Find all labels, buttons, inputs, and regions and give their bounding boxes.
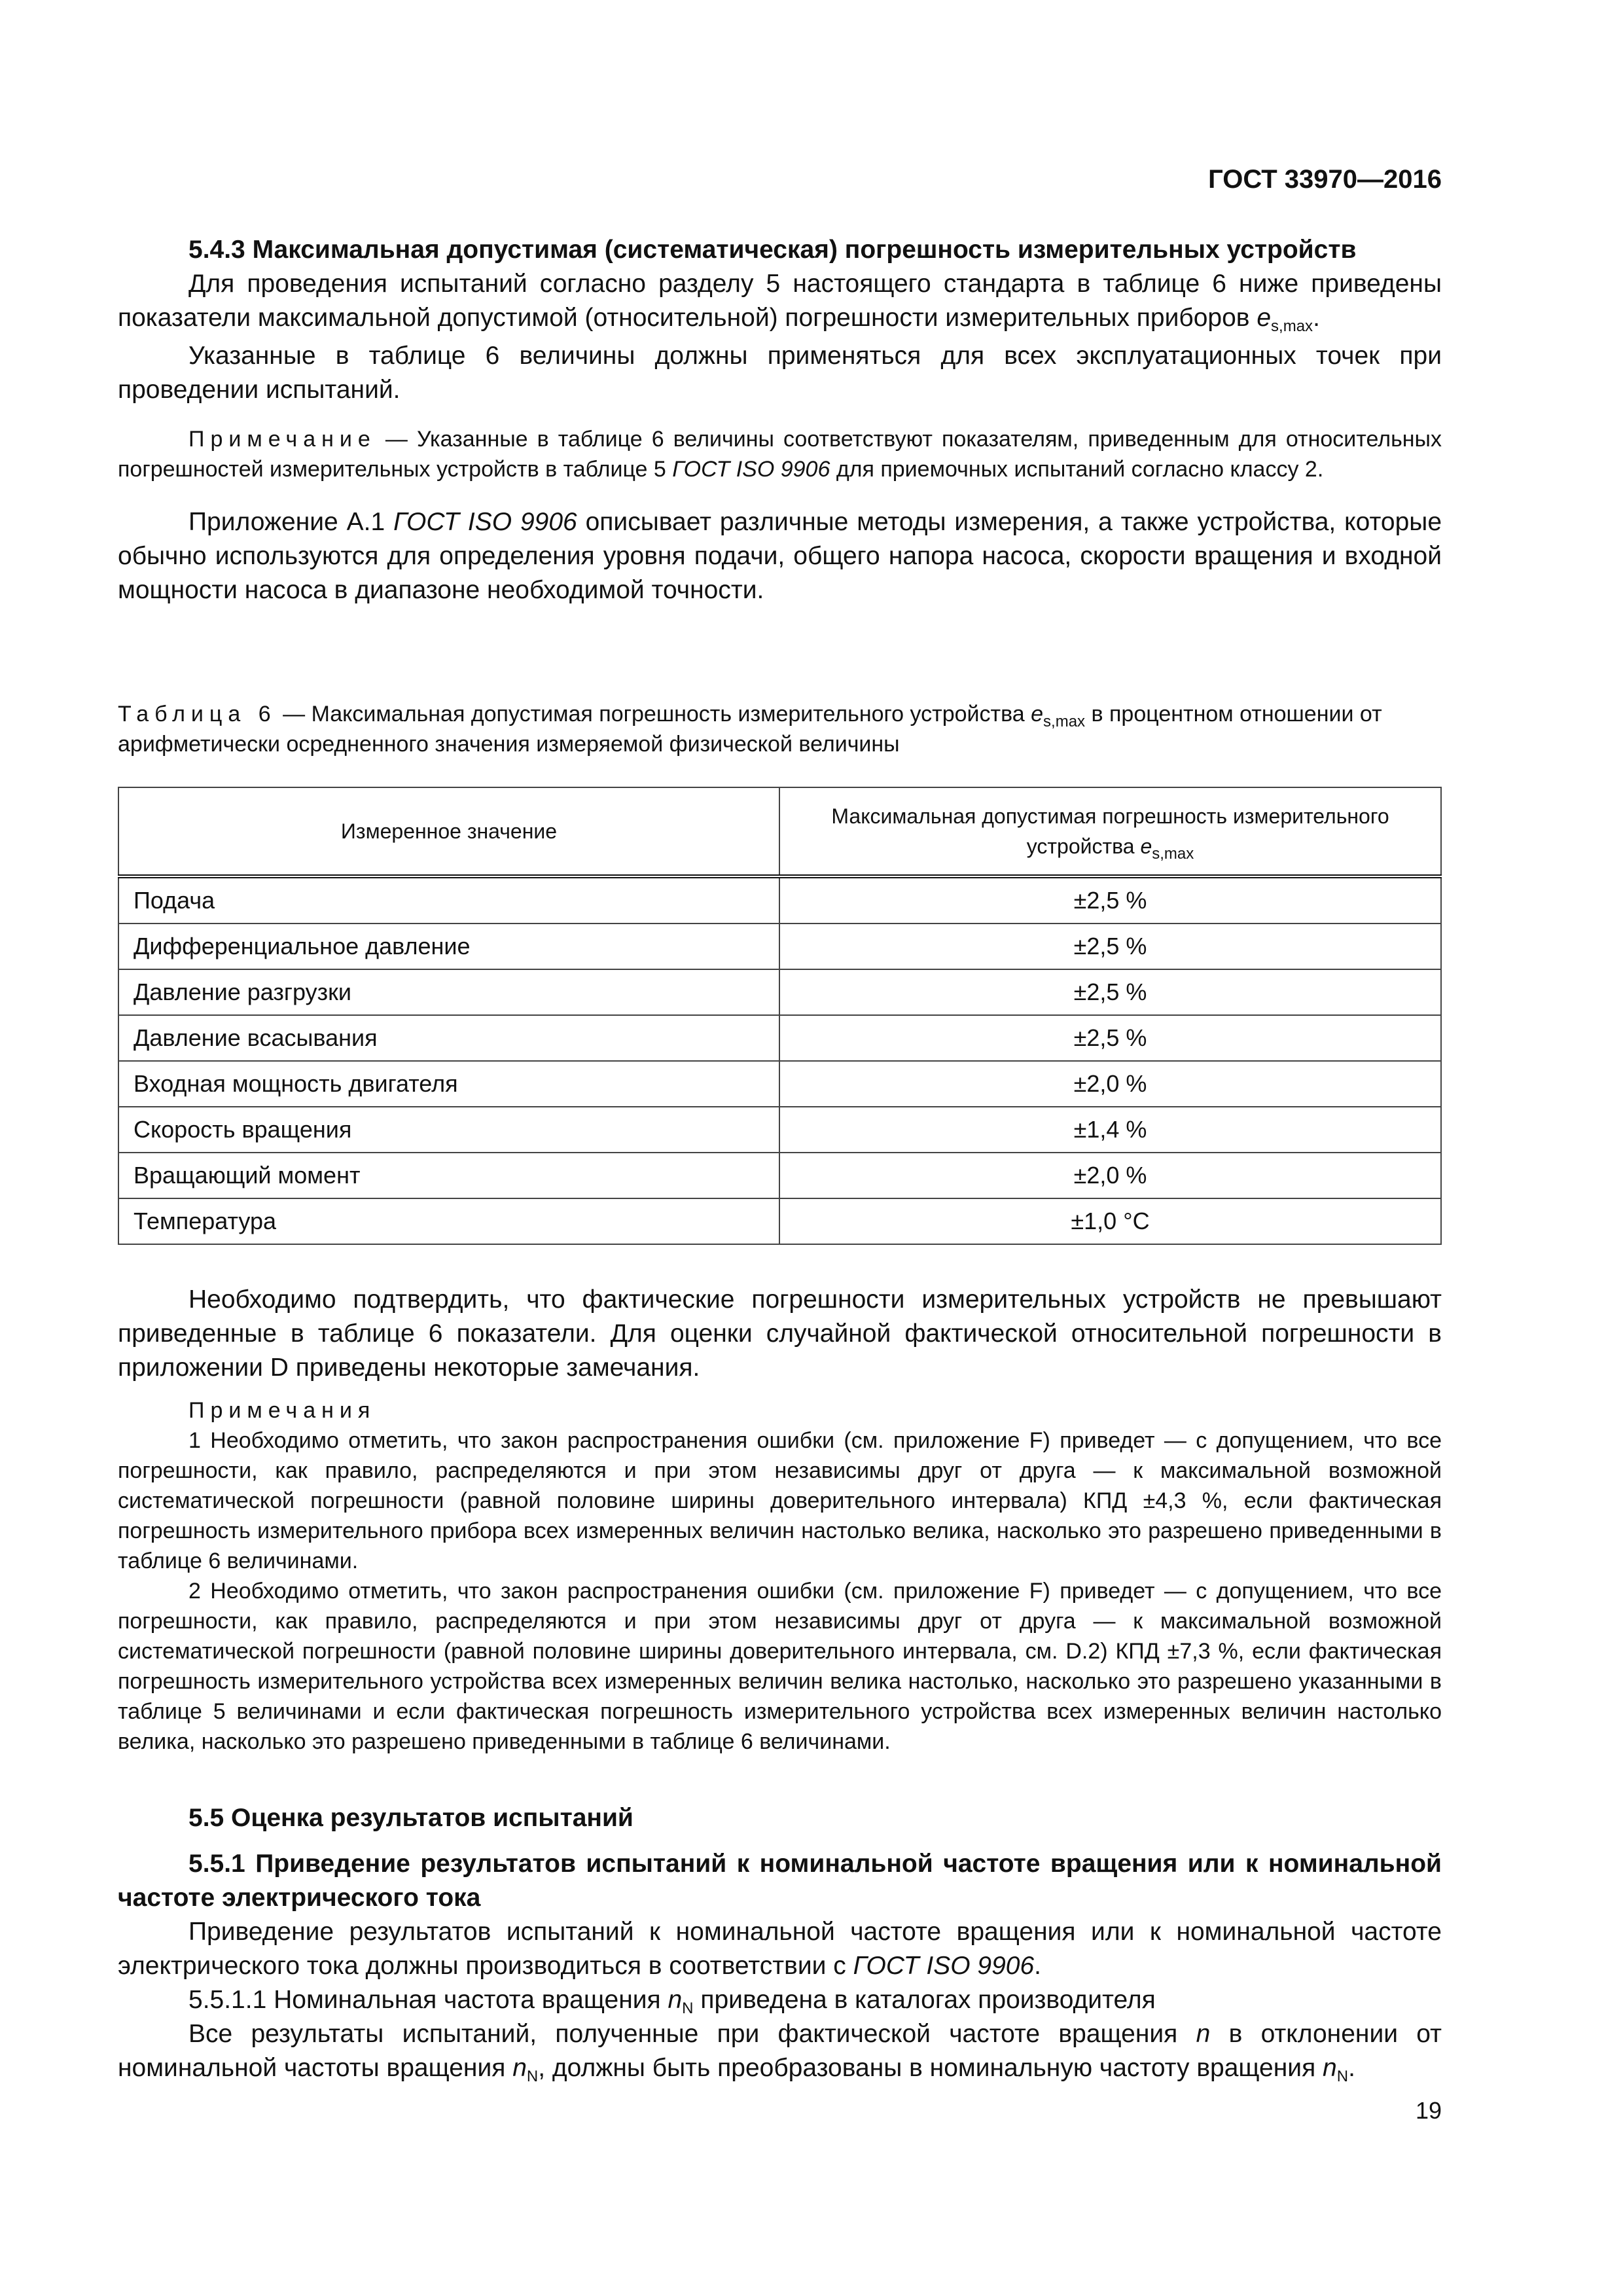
table-caption <box>118 699 1442 759</box>
paragraph: Необходимо подтвердить, что фактические погрешности измерительных устройств не превышают приведенные в таблице 6 показатели. Для оценки случайной фактической относительной погрешности в приложении D приведены некоторые замечания. <box>118 1285 1442 1382</box>
measured-quantity: Дифференциальное давление <box>118 924 779 969</box>
table-row <box>118 876 1441 924</box>
subscript: s,max <box>1152 845 1194 863</box>
text: — Указанные в таблице 6 величины соответствуют показателям, приведенным для относительных погрешностей измерительных устройств в таблице 5 <box>118 427 1442 482</box>
measured-quantity: Входная мощность двигателя <box>118 1061 779 1107</box>
table-row <box>118 1107 1441 1153</box>
measured-quantity: Давление разгрузки <box>118 969 779 1015</box>
subscript: s,max <box>1043 713 1086 730</box>
max-error-value: ±2,0 % <box>779 1061 1441 1107</box>
variable: n <box>668 1986 683 2014</box>
column-header: Измеренное значение <box>118 787 779 876</box>
text: Для проведения испытаний согласно разделу 5 настоящего стандарта в таблице 6 ниже приведены показатели максимальной допустимой (относительной) погрешности измерительных приборов <box>118 270 1442 332</box>
paragraph <box>118 267 1442 335</box>
variable: e <box>1140 834 1152 858</box>
subsection-heading: 5.5.1 Приведение результатов испытаний к номинальной частоте вращения или к номинальной частоте электрического тока <box>118 1850 1442 1912</box>
max-error-value: ±2,5 % <box>779 924 1441 969</box>
text: описывает различные методы измерения, а также устройства, которые обычно используются для определения уровня подачи, общего напора насоса, скорости вращения и входной мощности насоса в диапазоне необходимой точности. <box>118 508 1442 604</box>
text: — Максимальная допустимая погрешность измерительного устройства <box>276 702 1031 726</box>
variable: n <box>512 2054 527 2082</box>
post-table-text <box>118 1283 1442 1757</box>
max-error-value: ±2,5 % <box>779 1015 1441 1061</box>
table-row <box>118 969 1441 1015</box>
variable: n <box>1196 2020 1211 2048</box>
caption-label: Таблица 6 <box>118 702 277 726</box>
section-5-4-3 <box>118 233 1442 607</box>
max-error-value: ±1,4 % <box>779 1107 1441 1153</box>
measured-quantity: Вращающий момент <box>118 1153 779 1198</box>
measured-quantity: Скорость вращения <box>118 1107 779 1153</box>
section-heading: 5.4.3 Максимальная допустимая (систематическая) погрешность измерительных устройств <box>188 236 1357 264</box>
text: . <box>1348 2054 1355 2082</box>
text: 5.5.1.1 Номинальная частота вращения <box>188 1986 668 2014</box>
section-5-5 <box>118 1801 1442 2085</box>
paragraph <box>118 2017 1442 2085</box>
text: Все результаты испытаний, полученные при фактической частоте вращения <box>188 2020 1196 2048</box>
variable: e <box>1031 702 1044 726</box>
max-error-value: ±1,0 °C <box>779 1198 1441 1244</box>
variable: e <box>1257 304 1272 332</box>
table-row <box>118 1015 1441 1061</box>
measured-quantity: Температура <box>118 1198 779 1244</box>
table-row <box>118 924 1441 969</box>
measured-quantity: Подача <box>118 876 779 924</box>
reference: ГОСТ ISO 9906 <box>853 1952 1035 1980</box>
text: . <box>1313 304 1320 332</box>
paragraph <box>118 505 1442 607</box>
paragraph <box>118 1983 1442 2017</box>
text: Максимальная допустимая погрешность измерительного устройства <box>831 804 1389 858</box>
column-header <box>779 787 1441 876</box>
table-section <box>118 699 1442 1245</box>
subscript: N <box>526 2068 539 2085</box>
text: . <box>1034 1952 1041 1980</box>
subscript: N <box>682 2000 694 2017</box>
text: , должны быть преобразованы в номинальную частоту вращения <box>538 2054 1323 2082</box>
section-heading: 5.5 Оценка результатов испытаний <box>188 1804 633 1832</box>
page-number: 19 <box>1415 2097 1442 2124</box>
table-row <box>118 1198 1441 1244</box>
text: в процентном отношении от арифметически осредненного значения измеряемой физической величины <box>118 702 1382 757</box>
subscript: s,max <box>1271 317 1313 335</box>
document-id: ГОСТ 33970—2016 <box>1208 165 1442 194</box>
text: для приемочных испытаний согласно классу 2. <box>830 457 1324 482</box>
variable: n <box>1323 2054 1337 2082</box>
paragraph <box>118 1915 1442 1983</box>
error-table <box>118 787 1442 1245</box>
reference: ГОСТ ISO 9906 <box>393 508 577 536</box>
note <box>118 424 1442 484</box>
subscript: N <box>1336 2068 1349 2085</box>
notes-label: Примечания <box>188 1398 376 1423</box>
max-error-value: ±2,5 % <box>779 876 1441 924</box>
note-label: Примечание <box>188 427 376 452</box>
text: Приведение результатов испытаний к номинальной частоте вращения или к номинальной частоте электрического тока должны производиться в соответствии с <box>118 1918 1442 1980</box>
text: приведена в каталогах производителя <box>693 1986 1156 2014</box>
note: 1 Необходимо отметить, что закон распространения ошибки (см. приложение F) приведет — с допущением, что все погрешности, как правило, распределяются и при этом независимы друг от друга — к максимальной возможной систематической погрешности (равной половине ширины доверительного интервала) КПД ±4,3 %, если фактическая погрешность измерительного прибора всех измеренных величин настолько велика, насколько это разрешено приведенными в таблице 6 величинами. <box>118 1428 1442 1573</box>
text: в отклонении от номинальной частоты вращения <box>118 2020 1442 2082</box>
max-error-value: ±2,0 % <box>779 1153 1441 1198</box>
table-row <box>118 1153 1441 1198</box>
text: Приложение А.1 <box>188 508 394 536</box>
max-error-value: ±2,5 % <box>779 969 1441 1015</box>
measured-quantity: Давление всасывания <box>118 1015 779 1061</box>
note: 2 Необходимо отметить, что закон распространения ошибки (см. приложение F) приведет — с допущением, что все погрешности, как правило, распределяются и при этом независимы друг от друга — к максимальной возможной систематической погрешности (равной половине ширины доверительного интервала, см. D.2) КПД ±7,3 %, если фактическая погрешность измерительного устройства всех измеренных величин велика настолько, насколько это разрешено указанными в таблице 5 величинами и если фактическая погрешность измерительного устройства всех измеренных величин настолько велика, насколько это разрешено приведенными в таблице 6 величинами. <box>118 1579 1442 1754</box>
paragraph: Указанные в таблице 6 величины должны применяться для всех эксплуатационных точек при проведении испытаний. <box>118 342 1442 404</box>
table-row <box>118 1061 1441 1107</box>
reference: ГОСТ ISO 9906 <box>672 457 830 482</box>
